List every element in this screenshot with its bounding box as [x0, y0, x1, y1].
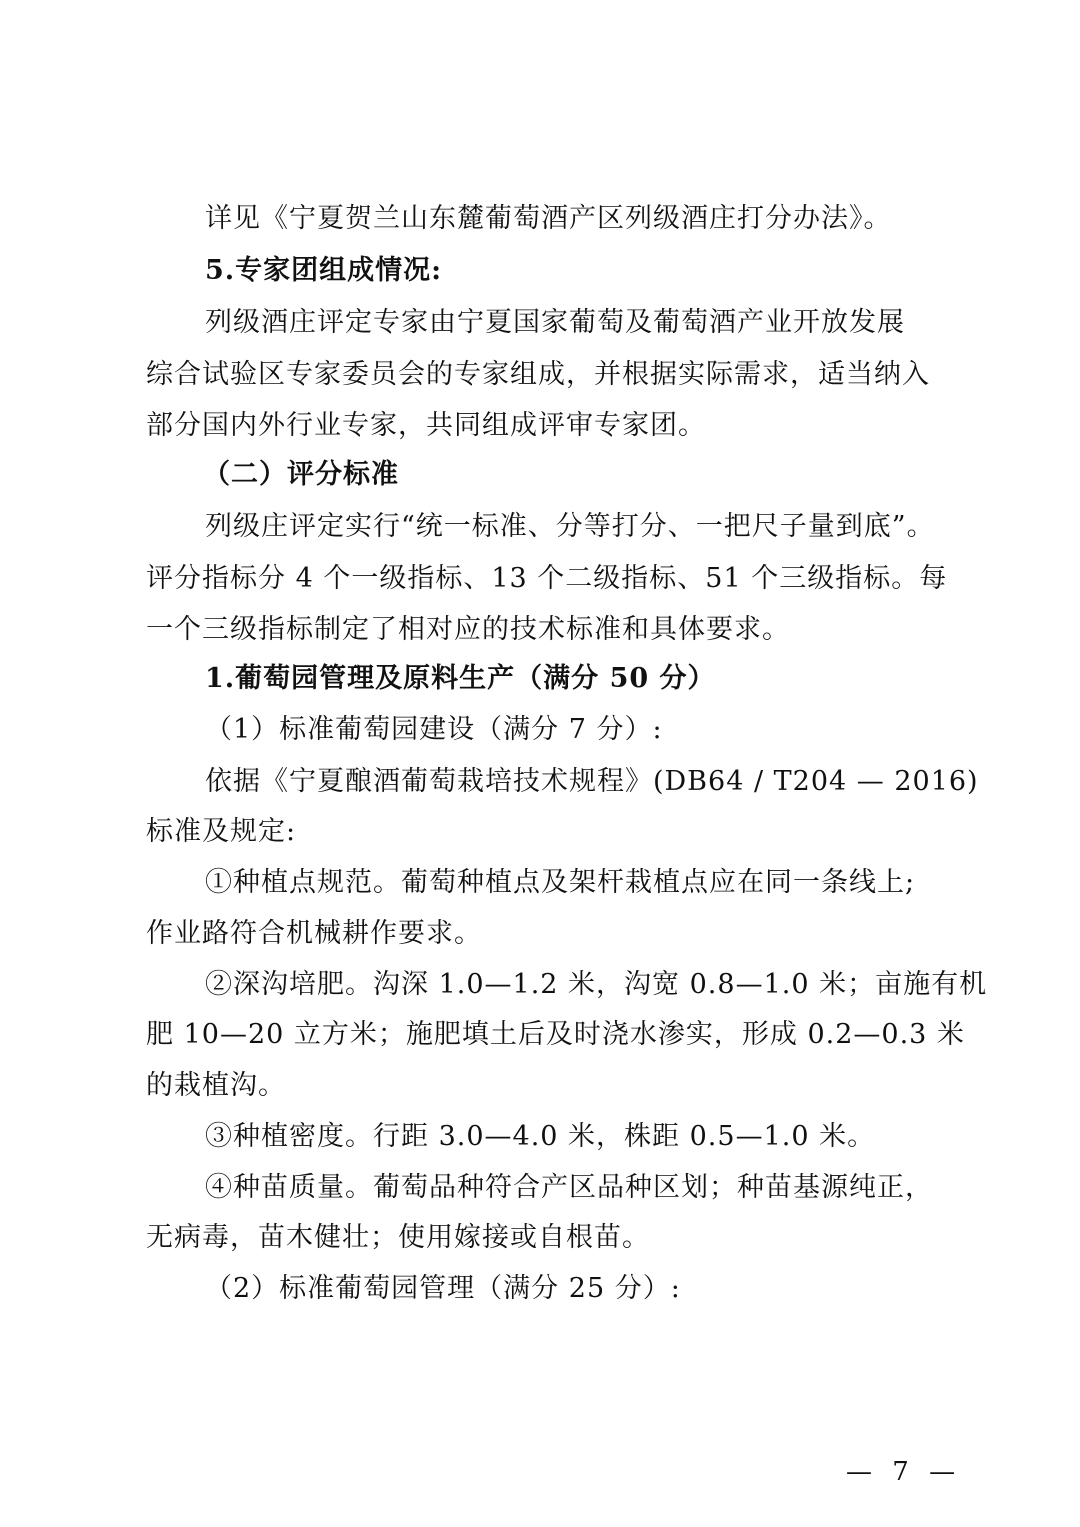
paragraph-line: 一个三级指标制定了相对应的技术标准和具体要求。 — [146, 614, 790, 645]
paragraph-line: 综合试验区专家委员会的专家组成，并根据实际需求，适当纳入 — [146, 359, 930, 390]
paragraph-line: 无病毒，苗木健壮；使用嫁接或自根苗。 — [146, 1222, 650, 1253]
paragraph-line: 的栽植沟。 — [146, 1070, 286, 1101]
paragraph-line: 肥 10—20 立方米；施肥填土后及时浇水渗实，形成 0.2—0.3 米 — [146, 1019, 965, 1050]
paragraph-line: 部分国内外行业专家，共同组成评审专家团。 — [146, 410, 706, 441]
paragraph-line: 列级酒庄评定专家由宁夏国家葡萄及葡萄酒产业开放发展 — [205, 307, 905, 338]
paragraph-line: ②深沟培肥。沟深 1.0—1.2 米，沟宽 0.8—1.0 米；亩施有机 — [205, 969, 988, 1000]
paragraph-line: 列级庄评定实行“统一标准、分等打分、一把尺子量到底”。 — [205, 511, 935, 542]
section-heading: （二）评分标准 — [203, 459, 399, 490]
paragraph-line: 依据《宁夏酿酒葡萄栽培技术规程》(DB64 / T204 — 2016) — [205, 766, 979, 797]
paragraph-line: 标准及规定: — [146, 816, 297, 847]
subsection-heading: （2）标准葡萄园管理（满分 25 分）: — [205, 1273, 681, 1304]
paragraph-line: 作业路符合机械耕作要求。 — [146, 918, 482, 949]
section-heading: 5.专家团组成情况: — [205, 255, 443, 286]
section-heading: 1.葡萄园管理及原料生产（满分 50 分） — [205, 663, 716, 694]
paragraph-line: ③种植密度。行距 3.0—4.0 米，株距 0.5—1.0 米。 — [205, 1121, 876, 1152]
page-number: — 7 — — [846, 1457, 962, 1487]
paragraph-line: 详见《宁夏贺兰山东麓葡萄酒产区列级酒庄打分办法》。 — [205, 203, 892, 234]
paragraph-line: 评分指标分 4 个一级指标、13 个二级指标、51 个三级指标。每 — [146, 563, 948, 594]
paragraph-line: ①种植点规范。葡萄种植点及架杆栽植点应在同一条线上; — [205, 867, 916, 898]
subsection-heading: （1）标准葡萄园建设（满分 7 分）: — [205, 714, 663, 745]
paragraph-line: ④种苗质量。葡萄品种符合产区品种区划；种苗基源纯正， — [205, 1172, 933, 1203]
